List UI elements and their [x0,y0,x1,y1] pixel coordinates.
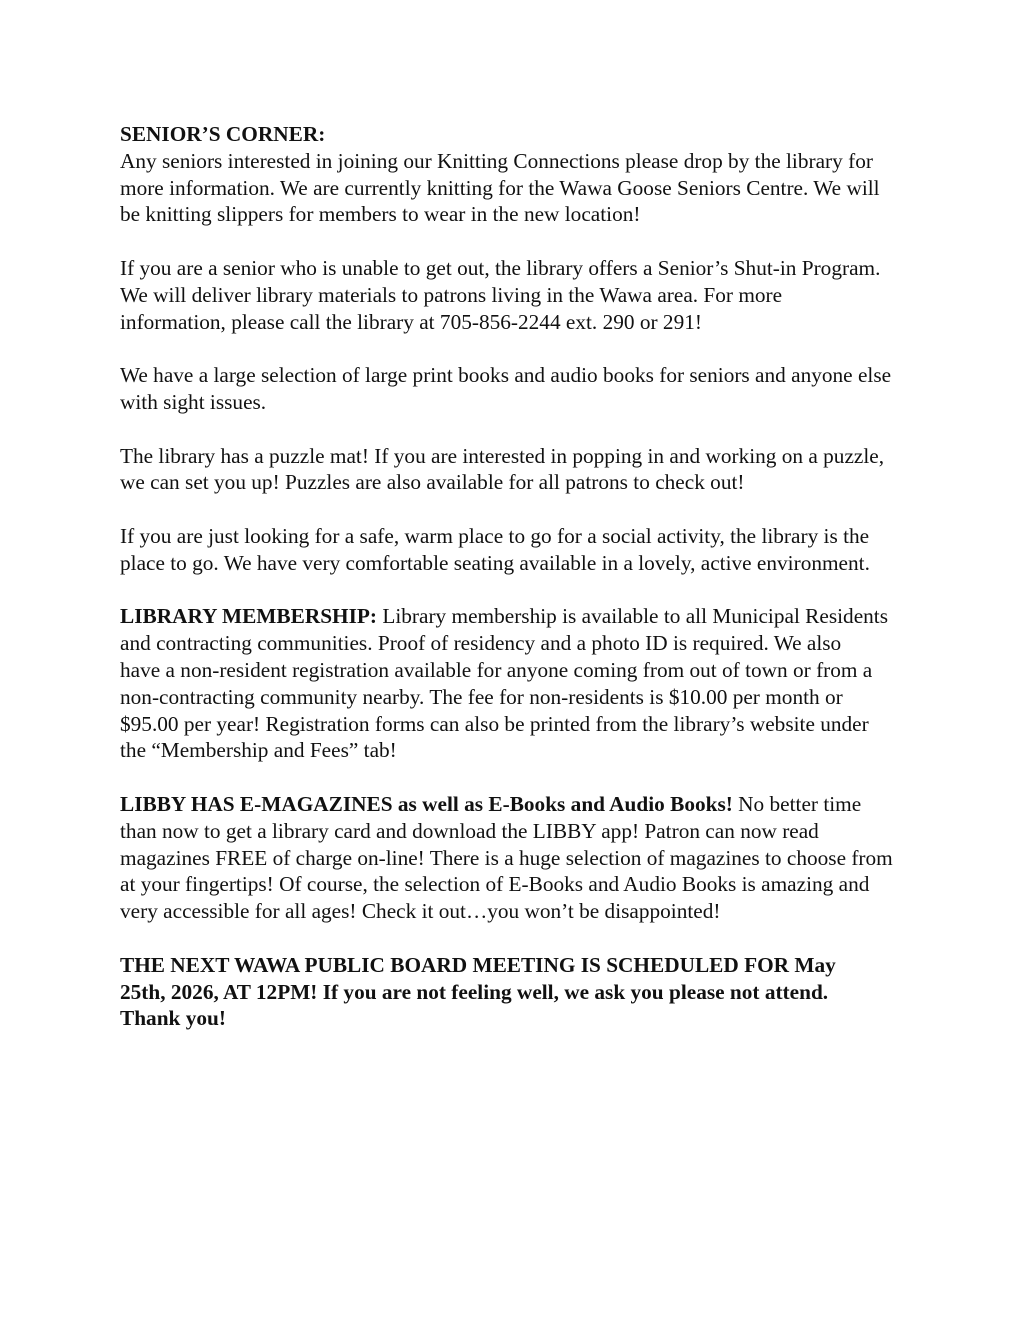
library-membership-heading: LIBRARY MEMBERSHIP: [120,604,377,629]
seniors-corner-heading: SENIOR’S CORNER: [120,122,326,146]
seniors-paragraph-shut-in: If you are a senior who is unable to get out, the library offers a Senior’s Shut-in Program. We will deliver library materials to patrons living in the Wawa area. For more information, please call the library at 705-856-2244 ext. 290 or 291! [120,255,881,334]
seniors-paragraph-social: If you are just looking for a safe, warm place to go for a social activity, the library is the place to go. We have very comfortable seating available in a lovely, active environment. [120,523,870,575]
board-meeting-notice: THE NEXT WAWA PUBLIC BOARD MEETING IS SCHEDULED FOR May 25th, 2026, AT 12PM! If you are not feeling well, we ask you please not attend. Thank you! [120,952,836,1031]
seniors-paragraph-large-print: We have a large selection of large print books and audio books for seniors and anyone else with sight issues. [120,363,892,414]
library-membership-text: Library membership is available to all Municipal Residents and contracting communities. Proof of residency and a photo ID is required. We also have a non-resident registration available for anyone coming from out of town or from a non-contracting community nearby. The fee for non-residents is $10.00 per month or $95.00 per year! Registration forms can also be printed from the library’s website under the “Membership and Fees” tab! [120,604,889,763]
libby-text: No better time than now to get a library card and download the LIBBY app! Patron can now read magazines FREE of charge on-line! There is a huge selection of magazines to choose from at your fingertips! Of course, the selection of E-Books and Audio Books is amazing and very accessible for all ages! Check it out…you won’t be disappointed! [120,791,893,924]
document-page [120,121,980,1032]
seniors-paragraph-puzzle: The library has a puzzle mat! If you are interested in popping in and working on a puzzle, we can set you up! Puzzles are also available for all patrons to check out! [120,443,885,495]
libby-section [120,791,980,925]
libby-heading: LIBBY HAS E-MAGAZINES as well as E-Books and Audio Books! [120,791,733,816]
seniors-paragraph-knitting: Any seniors interested in joining our Knitting Connections please drop by the library for more information. We are currently knitting for the Wawa Goose Seniors Centre. We will be knitting slippers for members to wear in the new location! [120,148,880,227]
seniors-corner-section [120,121,980,228]
library-membership-section [120,603,980,764]
